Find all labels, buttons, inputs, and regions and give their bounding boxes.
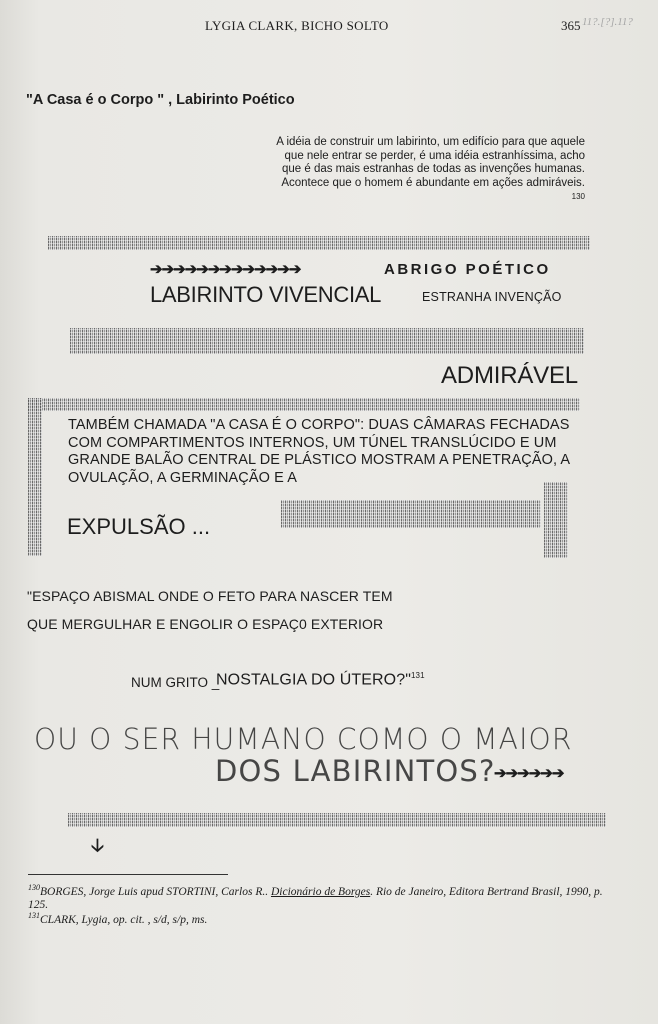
nostalgia-footnote-ref: 131 bbox=[410, 671, 425, 680]
arrow-down-icon: 🡣 bbox=[91, 835, 104, 855]
decorative-bar-upper-frame bbox=[28, 398, 580, 411]
footnote-rule bbox=[28, 874, 228, 875]
decorative-bar-top bbox=[48, 236, 590, 250]
footnote-130 bbox=[28, 881, 618, 912]
page-header bbox=[0, 16, 658, 36]
question-line-1: OU O SER HUMANO COMO O MAIOR bbox=[34, 722, 573, 756]
footnote-130-title: Dicionário de Borges bbox=[270, 885, 371, 898]
decorative-bar-middle bbox=[70, 328, 584, 354]
footnote-130-ref: 130 bbox=[28, 883, 40, 892]
pencil-annotation: 11?.[?].11? bbox=[582, 16, 633, 28]
nostalgia-label: NOSTALGIA DO ÚTERO?" bbox=[216, 671, 411, 689]
nostalgia-text bbox=[216, 671, 425, 689]
admiravel-text: ADMIRÁVEL bbox=[441, 362, 578, 389]
arrow-row-right: ➔➔➔➔➔➔ bbox=[494, 765, 564, 782]
abrigo-poetico-text: ABRIGO POÉTICO bbox=[384, 261, 551, 278]
running-title: LYGIA CLARK, BICHO SOLTO bbox=[205, 18, 389, 33]
epigraph bbox=[270, 136, 585, 208]
arrow-row-left: ➔➔➔➔➔➔➔➔➔➔➔➔➔ bbox=[150, 261, 301, 278]
section-title: "A Casa é o Corpo " , Labirinto Poético bbox=[26, 92, 295, 108]
labirinto-vivencial-text: LABIRINTO VIVENCIAL bbox=[150, 282, 382, 307]
epigraph-text: A idéia de construir um labirinto, um edifício para que aquele que nele entrar se perder, é uma idéia estranhíssima, acho que é das mais estranhas de todas as invenções humanas. Acontece que o homem é abundante em ações admiráveis. bbox=[276, 136, 585, 189]
question-line-2-text: DOS LABIRINTOS? bbox=[215, 754, 496, 788]
footnote-131 bbox=[28, 909, 618, 927]
decorative-bar-left-frame bbox=[28, 398, 42, 556]
footnote-130-rest: . Rio de Janeiro, Editora Bertrand Brasil, 1990, p. 125. bbox=[28, 885, 603, 911]
epigraph-footnote-ref: 130 bbox=[571, 192, 585, 201]
footnote-131-ref: 131 bbox=[28, 911, 40, 920]
description-paragraph: TAMBÉM CHAMADA "A CASA É O CORPO": DUAS CÂMARAS FECHADAS COM COMPARTIMENTOS INTERNOS, UM TÚNEL TRANSLÚCIDO E UM GRANDE BALÃO CENTRAL DE PLÁSTICO MOSTRAM A PENETRAÇÃO, A OVULAÇÃO, A GERMINAÇÃO E A bbox=[68, 417, 570, 486]
quote-line-2: QUE MERGULHAR E ENGOLIR O ESPAÇ0 EXTERIOR bbox=[27, 616, 384, 632]
footnote-131-text: CLARK, Lygia, op. cit. , s/d, s/p, ms. bbox=[40, 913, 208, 926]
expulsao-text: EXPULSÃO ... bbox=[67, 514, 211, 539]
question-line-2 bbox=[215, 754, 496, 788]
decorative-bar-right-frame bbox=[544, 482, 568, 558]
decorative-bar-expulsao bbox=[281, 500, 541, 528]
quote-line-1: "ESPAÇO ABISMAL ONDE O FETO PARA NASCER TEM bbox=[27, 588, 393, 604]
decorative-bar-bottom bbox=[68, 813, 606, 827]
num-grito-text: NUM GRITO _ bbox=[131, 675, 220, 690]
page-number: 365 bbox=[561, 18, 581, 33]
bleed-through bbox=[225, 152, 228, 164]
estranha-invencao-text: ESTRANHA INVENÇÃO bbox=[422, 290, 562, 304]
footnote-130-text: BORGES, Jorge Luis apud STORTINI, Carlos R.. bbox=[40, 885, 271, 898]
